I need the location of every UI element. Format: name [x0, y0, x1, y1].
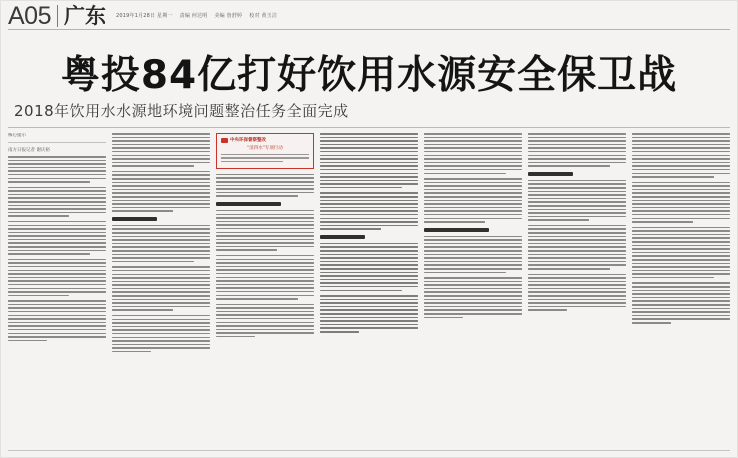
paragraph: [112, 171, 210, 212]
paragraph: [528, 274, 626, 311]
paragraph: [8, 156, 106, 183]
column-subhead: [528, 172, 573, 176]
article-column-3: [216, 133, 314, 451]
callout-box: [216, 133, 314, 169]
column-subhead: [216, 202, 281, 206]
article-column-7: [632, 133, 730, 451]
paragraph: [112, 225, 210, 262]
callout-flag: [221, 137, 309, 143]
section-name: 广东: [63, 3, 106, 28]
paragraph: [632, 227, 730, 279]
paragraph: [320, 243, 418, 291]
callout-title: 中央环保督察整改: [230, 138, 266, 143]
subheadline-rule: [8, 127, 730, 128]
paragraph: [320, 192, 418, 229]
paragraph: [632, 133, 730, 178]
paragraph: [320, 133, 418, 188]
column-subhead: [320, 235, 365, 239]
page-code: A05: [8, 1, 51, 30]
callout-subtitle: "清四水"专项行动: [247, 146, 283, 151]
lead-label: 核心提示: [8, 133, 26, 138]
paragraph: [216, 174, 314, 197]
article-column-5: [424, 133, 522, 451]
paragraph: [112, 315, 210, 352]
subheadline: 2018年饮用水水源地环境问题整治任务全面完成: [14, 102, 349, 120]
paragraph: [8, 221, 106, 255]
paragraph: [424, 133, 522, 174]
article-columns: [8, 133, 730, 451]
paragraph: [424, 178, 522, 223]
masthead-meta-designer: 美编 詹舒婷: [214, 12, 243, 19]
paragraph: [632, 282, 730, 323]
column-subhead: [424, 228, 489, 232]
masthead: [0, 0, 738, 30]
paragraph: [8, 187, 106, 217]
byline: 南方日报记者 谢庆裕: [8, 148, 50, 153]
masthead-divider: [57, 5, 58, 27]
lead-box: [8, 133, 106, 143]
paragraph: [216, 304, 314, 338]
paragraph: [424, 277, 522, 318]
masthead-meta-editor: 责编 何达明: [179, 12, 208, 19]
article-column-4: [320, 133, 418, 451]
paragraph: [528, 180, 626, 221]
paragraph: [216, 210, 314, 251]
article-column-2: [112, 133, 210, 451]
paragraph: [112, 133, 210, 167]
headline: 粤投84亿打好饮用水源安全保卫战: [60, 53, 678, 98]
masthead-meta: [116, 12, 277, 21]
article-column-1: [8, 133, 106, 451]
paragraph: [632, 182, 730, 223]
paragraph: [424, 236, 522, 273]
masthead-meta-proofreader: 校对 黄玉洁: [249, 12, 278, 19]
masthead-meta-date: 2019年1月28日 星期一: [115, 12, 173, 19]
column-subhead: [112, 217, 157, 221]
footer-rule: [8, 450, 730, 451]
paragraph: [8, 300, 106, 341]
article-column-6: [528, 133, 626, 451]
paragraph: [528, 225, 626, 270]
paragraph: [8, 259, 106, 296]
masthead-rule: [8, 29, 730, 30]
paragraph: [528, 133, 626, 167]
red-flag-icon: [221, 138, 228, 143]
paragraph: [216, 255, 314, 300]
paragraph: [320, 295, 418, 332]
paragraph: [112, 266, 210, 311]
